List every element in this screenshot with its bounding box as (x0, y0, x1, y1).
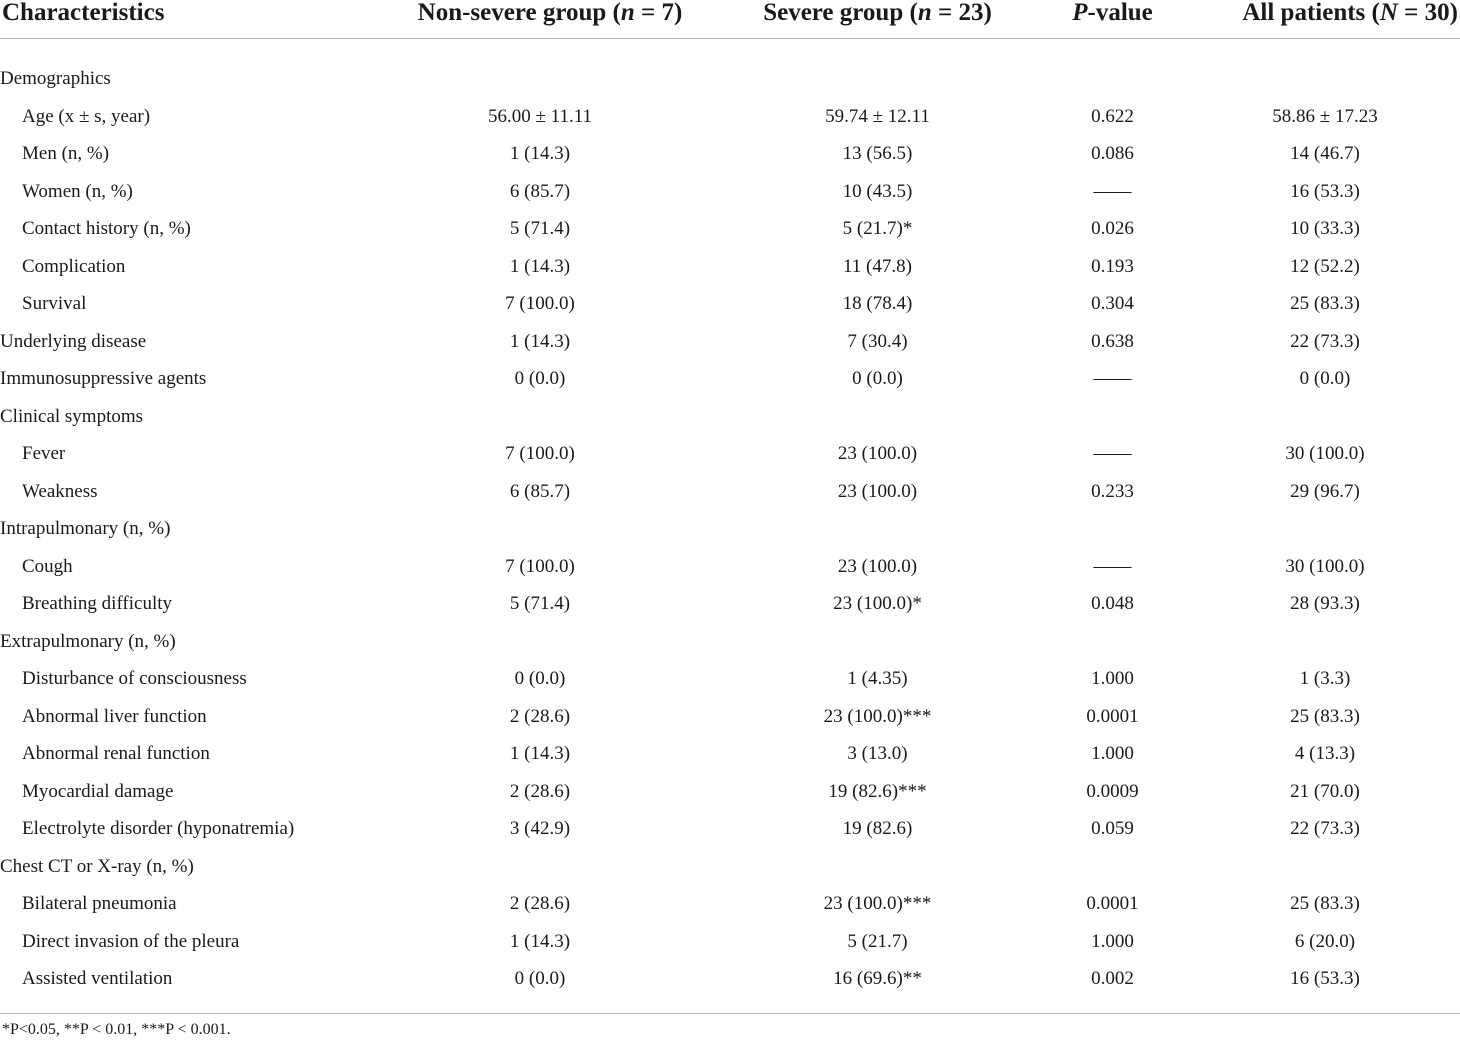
header-p-italic: P (1072, 0, 1088, 26)
cell-severe: 23 (100.0) (837, 443, 918, 464)
cell-p-value: 0.304 (1091, 293, 1134, 314)
cell-all-patients: 1 (3.3) (1299, 668, 1351, 689)
cell-all-patients: 30 (100.0) (1285, 443, 1365, 464)
cell-p-value: 1.000 (1091, 930, 1134, 952)
header-severe-suffix: = 23) (931, 0, 992, 26)
cell-severe (720, 623, 1035, 661)
cell-all-patients: 14 (46.7) (1290, 143, 1360, 164)
cell-non-severe: 1 (14.3) (509, 330, 571, 352)
cell-non-severe (360, 398, 720, 436)
cell-all-patients: 0 (0.0) (1299, 368, 1351, 389)
cell-severe: 1 (4.35) (847, 668, 908, 689)
cell-p-value: 0.002 (1091, 968, 1134, 989)
table-row (0, 398, 1460, 436)
cell-p-value: 0.086 (1091, 143, 1134, 164)
cell-all-patients: 25 (83.3) (1290, 893, 1360, 914)
cell-all-patients: 22 (73.3) (1290, 330, 1360, 352)
table-row (0, 360, 1460, 398)
row-label: Bilateral pneumonia (22, 893, 177, 914)
cell-severe (720, 60, 1035, 98)
cell-severe: 5 (21.7)* (842, 218, 913, 239)
row-label: Clinical symptoms (0, 405, 144, 427)
cell-severe: 19 (82.6)*** (828, 780, 927, 802)
cell-all-patients: 6 (20.0) (1294, 930, 1356, 952)
cell-non-severe (360, 623, 720, 661)
row-label: Abnormal liver function (22, 705, 207, 727)
cell-non-severe: 1 (14.3) (509, 930, 571, 952)
table-row (0, 735, 1460, 773)
header-non-severe-prefix: Non-severe group ( (417, 0, 621, 26)
cell-non-severe: 0 (0.0) (514, 968, 566, 989)
table-row (0, 473, 1460, 511)
cell-severe: 5 (21.7) (847, 930, 908, 952)
header-p-value (1035, 0, 1190, 39)
header-severe-prefix: Severe group ( (763, 0, 918, 26)
cell-non-severe: 1 (14.3) (509, 255, 571, 277)
cell-non-severe: 7 (100.0) (505, 293, 575, 314)
row-label: Complication (22, 255, 126, 277)
cell-all-patients: 10 (33.3) (1290, 218, 1360, 239)
header-all-suffix: = 30) (1397, 0, 1458, 26)
table-row (0, 548, 1460, 586)
cell-non-severe: 3 (42.9) (509, 818, 571, 839)
table-row (0, 885, 1460, 923)
cell-p-value: 0.0009 (1086, 780, 1139, 802)
row-label: Underlying disease (0, 330, 147, 352)
row-label: Electrolyte disorder (hyponatremia) (22, 818, 295, 839)
cell-all-patients (1190, 398, 1460, 436)
cell-p-value: 0.059 (1091, 818, 1134, 839)
cell-severe: 23 (100.0)* (833, 593, 922, 614)
cell-severe: 23 (100.0) (837, 480, 918, 502)
header-all-patients (1190, 0, 1460, 39)
cell-severe: 23 (100.0) (837, 555, 918, 577)
cell-non-severe: 5 (71.4) (509, 218, 571, 239)
cell-non-severe: 56.00 ± 11.11 (487, 105, 593, 127)
table-body (0, 39, 1460, 1014)
row-label: Fever (22, 443, 66, 464)
cell-severe: 59.74 ± 12.11 (825, 105, 930, 127)
cell-p-value (1035, 623, 1190, 661)
table-row (0, 98, 1460, 136)
header-characteristics: Characteristics (2, 0, 165, 26)
table-row (0, 773, 1460, 811)
header-non-severe-group (360, 0, 720, 39)
cell-p-value: 0.193 (1091, 255, 1134, 277)
table-row (0, 248, 1460, 286)
row-label: Weakness (22, 480, 98, 502)
cell-non-severe: 0 (0.0) (514, 668, 566, 689)
cell-all-patients: 28 (93.3) (1290, 593, 1360, 614)
cell-all-patients: 12 (52.2) (1290, 255, 1360, 277)
header-non-severe-suffix: = 7) (634, 0, 683, 26)
header-all-n: N (1379, 0, 1398, 26)
row-label: Breathing difficulty (22, 593, 173, 614)
cell-all-patients: 58.86 ± 17.23 (1272, 105, 1378, 127)
table-row (0, 135, 1460, 173)
cell-p-value: 0.233 (1091, 480, 1134, 502)
table-row (0, 510, 1460, 548)
row-label: Abnormal renal function (22, 743, 210, 764)
cell-severe: 3 (13.0) (847, 743, 908, 764)
cell-all-patients: 21 (70.0) (1290, 780, 1360, 802)
row-label: Myocardial damage (22, 780, 174, 802)
row-label: Assisted ventilation (22, 968, 173, 989)
cell-severe: 13 (56.5) (842, 143, 913, 164)
cell-severe: 23 (100.0)*** (823, 893, 932, 914)
cell-all-patients: 30 (100.0) (1285, 555, 1365, 577)
cell-all-patients: 22 (73.3) (1290, 818, 1360, 839)
row-label: Men (n, %) (22, 143, 110, 164)
header-p-suffix: -value (1087, 0, 1153, 26)
table-row (0, 623, 1460, 661)
table-row (0, 960, 1460, 998)
cell-p-value (1035, 60, 1190, 98)
cell-severe (720, 510, 1035, 548)
cell-p-value: 0.0001 (1086, 893, 1139, 914)
row-label: Cough (22, 555, 73, 577)
header-severe-n: n (917, 0, 932, 26)
cell-p-value: —— (1093, 443, 1132, 464)
cell-p-value (1035, 510, 1190, 548)
row-label: Intrapulmonary (n, %) (0, 518, 171, 539)
cell-p-value: —— (1093, 555, 1132, 577)
cell-all-patients: 16 (53.3) (1290, 180, 1360, 202)
cell-non-severe (360, 510, 720, 548)
table-row (0, 698, 1460, 736)
cell-p-value: 0.622 (1091, 105, 1134, 127)
cell-severe: 18 (78.4) (842, 293, 913, 314)
cell-p-value (1035, 848, 1190, 886)
row-label: Age (x ± s, year) (22, 105, 151, 127)
row-label: Survival (22, 293, 87, 314)
row-label: Disturbance of consciousness (22, 668, 247, 689)
cell-non-severe: 5 (71.4) (509, 593, 571, 614)
cell-p-value: 1.000 (1091, 668, 1134, 689)
table-row (0, 173, 1460, 211)
cell-non-severe: 2 (28.6) (509, 780, 571, 802)
cell-non-severe: 7 (100.0) (505, 443, 575, 464)
row-label: Extrapulmonary (n, %) (0, 630, 176, 652)
cell-severe (720, 848, 1035, 886)
cell-p-value: 0.026 (1091, 218, 1134, 239)
cell-all-patients (1190, 848, 1460, 886)
cell-all-patients: 25 (83.3) (1290, 705, 1360, 727)
cell-all-patients (1190, 510, 1460, 548)
cell-severe: 16 (69.6)** (833, 968, 922, 989)
row-label: Chest CT or X-ray (n, %) (0, 855, 194, 877)
cell-non-severe: 2 (28.6) (509, 893, 571, 914)
table-row (0, 435, 1460, 473)
row-label: Contact history (n, %) (22, 218, 191, 239)
table-footnote: *P<0.05, **P < 0.01, ***P < 0.001. (2, 1021, 231, 1038)
table-bottom-rule (0, 998, 1460, 1014)
header-non-severe-n: n (620, 0, 635, 26)
cell-p-value: 1.000 (1091, 743, 1134, 764)
cell-non-severe (360, 848, 720, 886)
cell-severe: 19 (82.6) (842, 818, 913, 839)
table-row (0, 323, 1460, 361)
table-row (0, 285, 1460, 323)
cell-severe: 10 (43.5) (842, 180, 913, 202)
cell-p-value: 0.638 (1091, 330, 1134, 352)
cell-all-patients: 25 (83.3) (1290, 293, 1360, 314)
cell-non-severe: 7 (100.0) (505, 555, 575, 577)
cell-non-severe: 6 (85.7) (509, 480, 571, 502)
cell-p-value (1035, 398, 1190, 436)
row-label: Immunosuppressive agents (0, 368, 207, 389)
cell-severe: 0 (0.0) (852, 368, 903, 389)
cell-all-patients: 16 (53.3) (1290, 968, 1360, 989)
row-label: Women (n, %) (22, 180, 133, 202)
cell-severe: 23 (100.0)*** (823, 705, 932, 727)
table-row (0, 60, 1460, 98)
cell-non-severe: 2 (28.6) (509, 705, 571, 727)
cell-severe (720, 398, 1035, 436)
cell-non-severe (360, 60, 720, 98)
cell-non-severe: 6 (85.7) (509, 180, 571, 202)
header-severe-group (720, 0, 1035, 39)
cell-p-value: 0.0001 (1086, 705, 1139, 727)
table-row (0, 923, 1460, 961)
cell-all-patients (1190, 623, 1460, 661)
table-row (0, 810, 1460, 848)
table-header (0, 0, 1460, 39)
cell-non-severe: 1 (14.3) (509, 743, 571, 764)
cell-p-value: —— (1093, 368, 1132, 389)
table-row (0, 585, 1460, 623)
row-label: Demographics (0, 68, 111, 89)
table-row (0, 660, 1460, 698)
cell-p-value: 0.048 (1091, 593, 1134, 614)
cell-all-patients: 4 (13.3) (1294, 743, 1356, 764)
cell-non-severe: 1 (14.3) (509, 143, 571, 164)
row-label: Direct invasion of the pleura (22, 930, 240, 952)
cell-all-patients (1190, 60, 1460, 98)
cell-non-severe: 0 (0.0) (514, 368, 566, 389)
table-row (0, 210, 1460, 248)
cell-severe: 11 (47.8) (843, 255, 912, 277)
cell-p-value: —— (1093, 180, 1132, 202)
header-all-prefix: All patients ( (1242, 0, 1380, 26)
cell-severe: 7 (30.4) (847, 330, 908, 352)
table-row (0, 848, 1460, 886)
cell-all-patients: 29 (96.7) (1290, 480, 1360, 502)
